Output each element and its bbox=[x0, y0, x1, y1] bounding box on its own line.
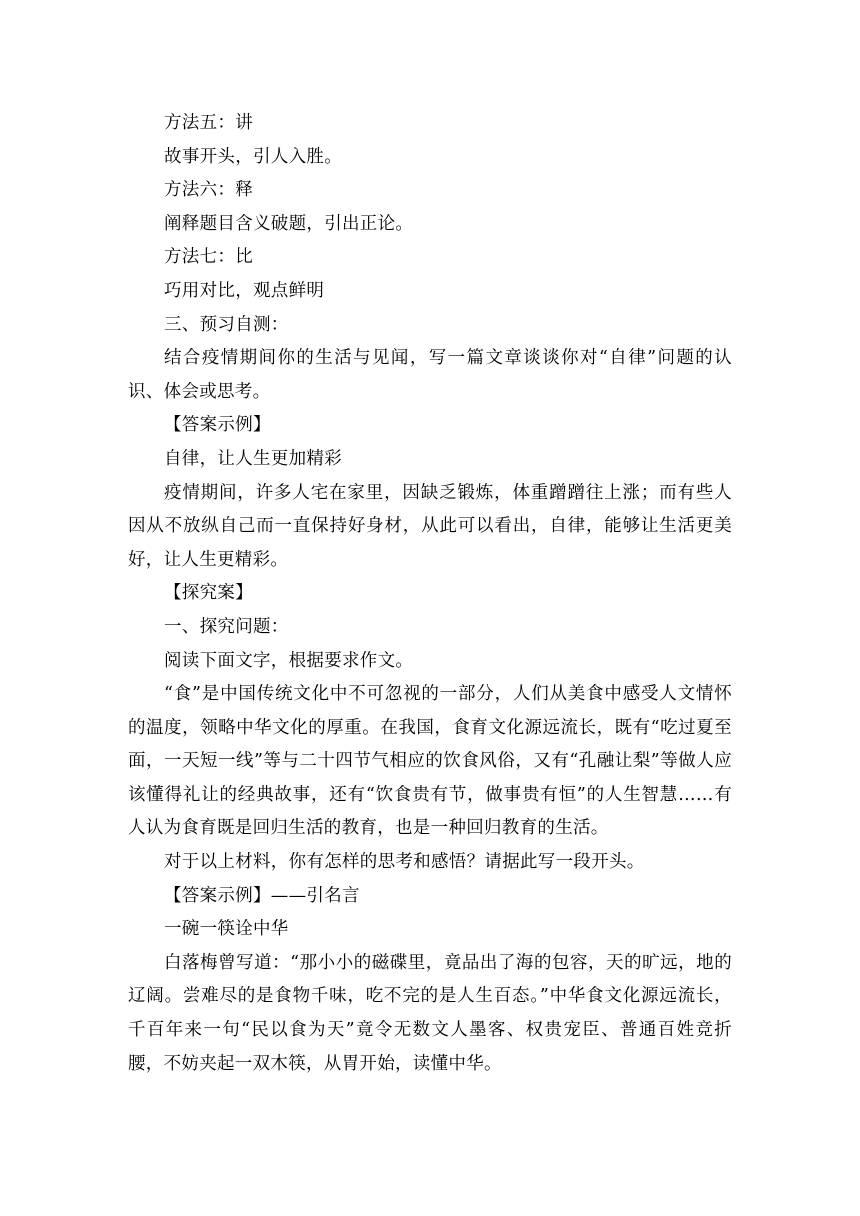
essay-opening: 白落梅曾写道：“那小小的磁碟里，竟品出了海的包容，天的旷远，地的辽阔。尝难尽的是食物千味，吃不完的是人生百态。”中华食文化源远流长，千百年来一句“民以食为天”竟令无数文人墨客、权贵宠臣、普通百姓竞折腰，不妨夹起一双木筷，从胃开始，读懂中华。 bbox=[128, 952, 732, 1074]
reading-material: “食”是中国传统文化中不可忽视的一部分，人们从美食中感受人文情怀的温度，领略中华文化的厚重。在我国，食育文化源远流长，既有“吃过夏至面，一天短一线”等与二十四节气相应的饮食风俗，又有“孔融让梨”等做人应该懂得礼让的经典故事，还有“饮食贵有节，做事贵有恒”的人生智慧……有人认为食育既是回归生活的教育，也是一种回归教育的生活。 bbox=[128, 684, 732, 839]
method-five-text: 故事开头，引人入胜。 bbox=[164, 146, 342, 167]
answer-example-title: 自律，让人生更加精彩 bbox=[164, 448, 342, 469]
method-six-heading: 方法六：释 bbox=[164, 180, 253, 201]
reflection-prompt: 对于以上材料，你有怎样的思考和感悟？请据此写一段开头。 bbox=[164, 852, 645, 873]
answer-example-quote-label: 【答案示例】——引名言 bbox=[164, 885, 360, 906]
method-six-text: 阐释题目含义破题，引出正论。 bbox=[164, 213, 414, 234]
method-seven-text: 巧用对比，观点鲜明 bbox=[164, 280, 325, 301]
preview-test-heading: 三、预习自测： bbox=[164, 314, 289, 335]
explore-question-heading: 一、探究问题： bbox=[164, 616, 289, 637]
answer-example-label: 【答案示例】 bbox=[164, 415, 271, 436]
essay-title: 一碗一筷诠中华 bbox=[164, 919, 289, 940]
explore-section-label: 【探究案】 bbox=[164, 583, 253, 604]
preview-test-prompt: 结合疫情期间你的生活与见闻，写一篇文章谈谈你对“自律”问题的认识、体会或思考。 bbox=[128, 348, 732, 402]
reading-instruction: 阅读下面文字，根据要求作文。 bbox=[164, 650, 414, 671]
answer-example-body: 疫情期间，许多人宅在家里，因缺乏锻炼，体重蹭蹭往上涨；而有些人因从不放纵自己而一直保持好身材，从此可以看出，自律，能够让生活更美好，让人生更精彩。 bbox=[128, 482, 732, 570]
method-seven-heading: 方法七：比 bbox=[164, 247, 253, 268]
method-five-heading: 方法五：讲 bbox=[164, 113, 253, 133]
